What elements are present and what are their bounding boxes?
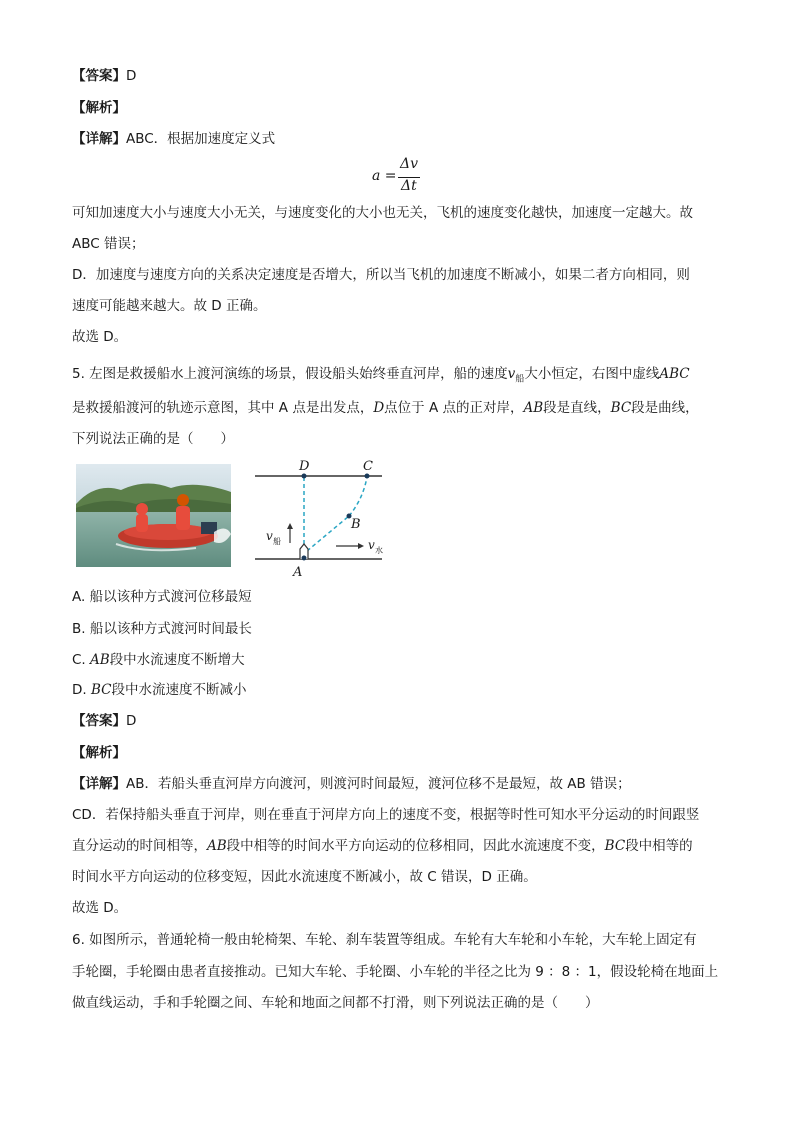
detail-text: ABC．根据加速度定义式: [126, 131, 276, 147]
q4-line4: D．加速度与速度方向的关系决定速度是否增大，所以当飞机的加速度不断减小，如果二者方向相同，则: [72, 267, 690, 283]
segment-label: AB: [207, 838, 227, 854]
q5-stem-line3: 下列说法正确的是（ ）: [72, 431, 234, 447]
q5-detail-line4: 时间水平方向运动的位移变短，因此水流速度不断减小，故 C 错误，D 正确。: [72, 869, 537, 885]
option-d: [72, 680, 247, 700]
q5-answer: [72, 711, 136, 731]
stem-text: 大小恒定，右图中虚线: [524, 366, 660, 382]
answer-value: D: [126, 68, 137, 84]
label-c: C: [363, 459, 373, 474]
detail-text: 直分运动的时间相等，: [72, 838, 207, 854]
v-boat-label: v: [266, 529, 273, 543]
v-symbol: v: [507, 366, 516, 382]
stem-text: 是救援船渡河的轨迹示意图，其中 A 点是出发点，: [72, 400, 374, 416]
rescue-boat-photo: [76, 464, 231, 567]
segment-label: BC: [610, 400, 632, 416]
answer-label: 【答案】: [72, 713, 126, 729]
detail-text: AB．若船头垂直河岸方向渡河，则渡河时间最短，渡河位移不是最短，故 AB 错误；: [126, 776, 631, 792]
segment-label: BC: [604, 838, 626, 854]
segment-label: AB: [523, 400, 544, 416]
label-a: A: [293, 565, 303, 580]
v-boat-sub: 船: [273, 537, 281, 546]
option-text: 段中水流速度不断增大: [109, 652, 245, 668]
q5-stem-line1: [72, 364, 690, 390]
v-water-label: v: [368, 538, 375, 552]
q5-detail-line3: [72, 836, 693, 856]
option-c: [72, 650, 245, 670]
point-label: D: [373, 400, 385, 416]
option-prefix: C.: [72, 652, 91, 668]
q6-stem-line1: 6. 如图所示，普通轮椅一般由轮椅架、车轮、刹车装置等组成。车轮有大车轮和小车轮，大车轮上固定有: [72, 932, 697, 948]
detail-text: 段中相等的时间水平方向运动的位移相同，因此水流速度不变，: [226, 838, 605, 854]
q4-line5: 速度可能越来越大。故 D 正确。: [72, 298, 267, 314]
stem-text: 5. 左图是救援船水上渡河演练的场景，假设船头始终垂直河岸，船的速度: [72, 366, 508, 382]
q5-detail-line2: CD．若保持船头垂直于河岸，则在垂直于河岸方向上的速度不变，根据等时性可知水平分运动的时间跟竖: [72, 807, 700, 823]
q4-analysis-label: 【解析】: [72, 100, 126, 116]
bc-dashed-curve: [349, 477, 367, 516]
segment-label: BC: [90, 682, 112, 698]
q4-answer: [72, 66, 136, 86]
v-subscript: 船: [515, 374, 525, 385]
option-text: 段中水流速度不断减小: [111, 682, 247, 698]
crossing-diagram: [250, 455, 390, 584]
stem-text: 点位于 A 点的正对岸，: [384, 400, 524, 416]
label-d: D: [299, 459, 310, 474]
q5-conclusion: 故选 D。: [72, 900, 128, 916]
formula-denominator: Δt: [401, 178, 417, 194]
detail-text: 段中相等的: [625, 838, 693, 854]
q5-analysis-label: 【解析】: [72, 745, 126, 761]
label-b: B: [351, 517, 361, 532]
option-b: B. 船以该种方式渡河时间最长: [72, 621, 252, 637]
answer-label: 【答案】: [72, 68, 126, 84]
point-a: [302, 556, 307, 561]
q6-stem-line3: 做直线运动，手和手轮圈之间、车轮和地面之间都不打滑，则下列说法正确的是（ ）: [72, 995, 599, 1011]
q6-stem-line2: 手轮圈，手轮圈由患者直接推动。已知大车轮、手轮圈、小车轮的半径之比为 9 ：8 ：1，假设轮椅在地面上: [72, 964, 719, 980]
q5-detail-line1: [72, 774, 631, 794]
v-water-sub: 水: [375, 546, 383, 555]
answer-value: D: [126, 713, 137, 729]
q4-conclusion: 故选 D。: [72, 329, 128, 345]
q5-stem-line2: [72, 398, 699, 418]
arrow-head-icon: [287, 523, 293, 529]
acceleration-formula: [372, 158, 432, 198]
option-prefix: D.: [72, 682, 91, 698]
option-a: A. 船以该种方式渡河位移最短: [72, 589, 252, 605]
segment-label: AB: [90, 652, 110, 668]
q4-line3: ABC 错误；: [72, 236, 145, 252]
stem-text: 段是曲线，: [631, 400, 699, 416]
q4-detail-line1: [72, 129, 275, 149]
detail-label: 【详解】: [72, 131, 126, 147]
formula-numerator: Δv: [400, 156, 419, 172]
arrow-head-icon: [358, 543, 364, 549]
formula-lhs: a =: [372, 168, 397, 184]
point-d: [302, 474, 307, 479]
detail-label: 【详解】: [72, 776, 126, 792]
q4-line2: 可知加速度大小与速度大小无关，与速度变化的大小也无关，飞机的速度变化越快，加速度一定越大。故: [72, 205, 693, 221]
point-c: [365, 474, 370, 479]
stem-text: 段是直线，: [543, 400, 611, 416]
path-label: ABC: [659, 366, 690, 382]
